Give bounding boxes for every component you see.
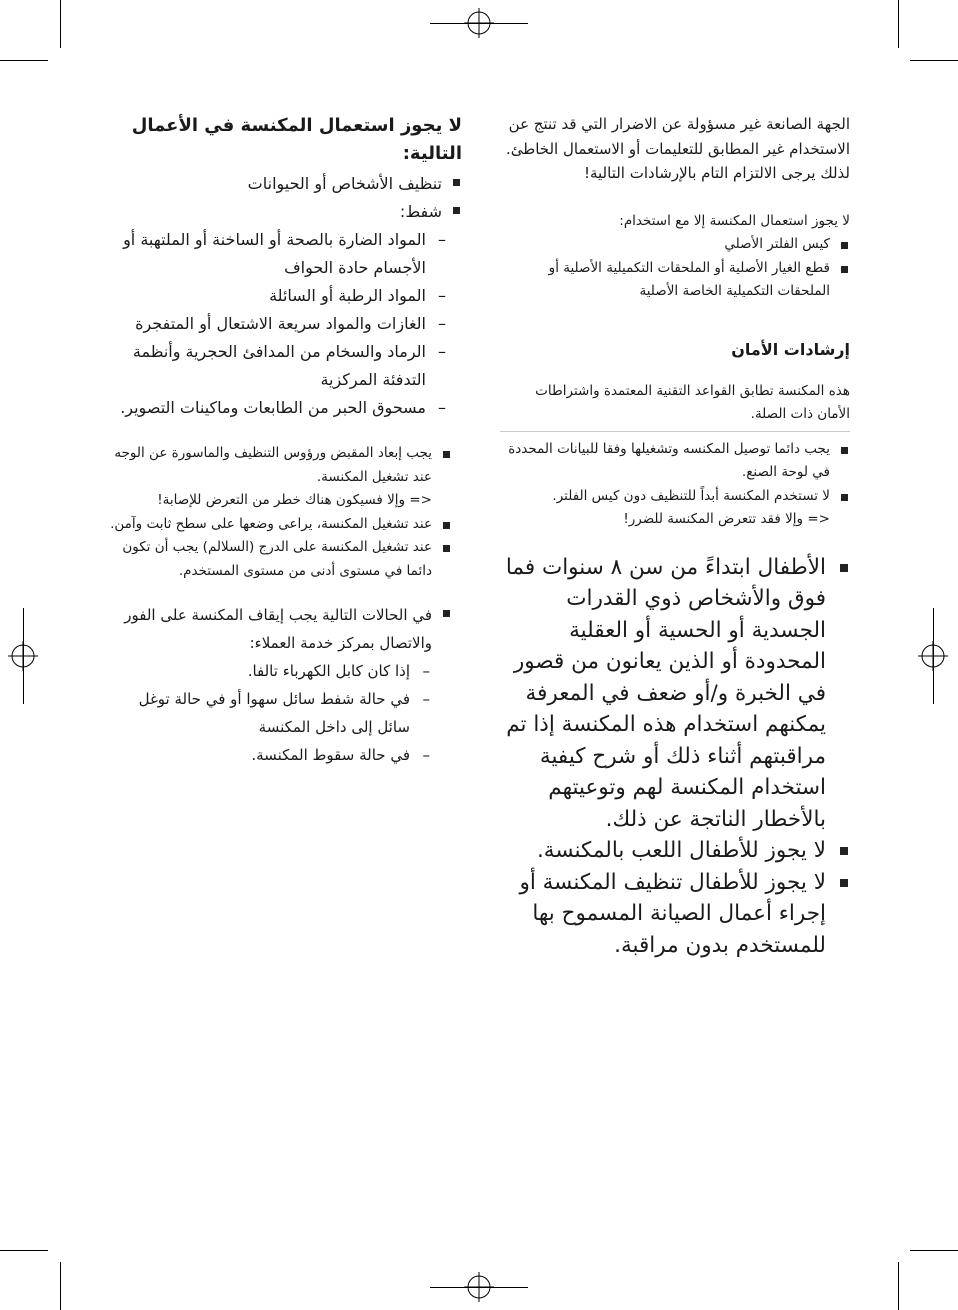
stop-cases	[102, 657, 432, 769]
list-item: – في حالة سقوط المكنسة.	[102, 741, 432, 769]
crop-mark-top-left-v	[60, 0, 61, 48]
liability-intro: الجهة الصانعة غير مسؤولة عن الاضرار التي قد تنتج عن الاستخدام غير المطابق للتعليمات أو الاستعمال الخاطئ. لذلك يرجى الالتزام التام بالإرشادات التالية!	[505, 115, 850, 182]
registration-line-bottom	[430, 1287, 528, 1288]
stop-heading: في الحالات التالية يجب إيقاف المكنسة على الفور والاتصال بمركز خدمة العملاء:	[124, 606, 432, 652]
list-item: يجب دائما توصيل المكنسه وتشغيلها وفقا للبيانات المحددة في لوحة الصنع.	[500, 438, 850, 485]
list-item: – الرماد والسخام من المدافئ الحجرية وأنظمة التدفئة المركزية	[102, 338, 448, 394]
crop-mark-bottom-left-h	[0, 1250, 48, 1251]
list-item: عند تشغيل المكنسة، يراعى وضعها على سطح ثابت وآمن.	[102, 513, 452, 537]
divider	[500, 431, 850, 432]
prohibited-list	[102, 170, 462, 226]
safety-list	[500, 438, 850, 509]
list-item	[102, 601, 452, 769]
list-item: – مسحوق الحبر من الطابعات وماكينات التصوير.	[102, 394, 448, 422]
safety-title: إرشادات الأمان	[731, 339, 850, 359]
damage-warning: <= وإلا فقد تتعرض المكنسة للضرر!	[623, 511, 830, 527]
list-item: – إذا كان كابل الكهرباء تالفا.	[102, 657, 432, 685]
children-list	[500, 552, 850, 962]
registration-line-top	[430, 23, 528, 24]
suction-list	[102, 226, 462, 422]
safety-intro: هذه المكنسة تطابق القواعد التقنية المعتمدة واشتراطات الأمان ذات الصلة.	[535, 382, 850, 422]
operation-safety-list	[102, 442, 462, 583]
list-item: – المواد الرطبة أو السائلة	[102, 282, 448, 310]
list-item: لا تستخدم المكنسة أبداً للتنظيف دون كيس الفلتر.	[500, 485, 850, 509]
crop-mark-bottom-right-h	[910, 1250, 958, 1251]
list-item: شفط:	[102, 198, 462, 226]
crop-mark-top-left-h	[0, 60, 48, 61]
only-with-list	[500, 233, 850, 304]
list-item: لا يجوز للأطفال اللعب بالمكنسة.	[500, 835, 850, 867]
stop-list	[102, 601, 462, 769]
crop-mark-top-right-h	[910, 60, 958, 61]
list-item: – الغازات والمواد سريعة الاشتعال أو المتفجرة	[102, 310, 448, 338]
list-item: الأطفال ابتداءً من سن ٨ سنوات فما فوق والأشخاص ذوي القدرات الجسدية أو الحسية أو العقلية المحدودة أو الذين يعانون من قصور في الخبرة و/أو ضعف في المعرفة يمكنهم استخدام هذه المكنسة إذا تم مراقبتهم أثناء ذلك أو شرح كيفية استخدام المكنسة لهم وتوعيتهم بالأخطار الناتجة عن ذلك.	[500, 552, 850, 836]
list-item: كيس الفلتر الأصلي	[500, 233, 850, 257]
list-item: تنظيف الأشخاص أو الحيوانات	[102, 170, 462, 198]
only-with-heading: لا يجوز استعمال المكنسة إلا مع استخدام:	[619, 212, 850, 229]
list-item: قطع الغيار الأصلية أو الملحقات التكميلية الأصلية أو الملحقات التكميلية الخاصة الأصلية	[500, 257, 850, 304]
crop-mark-bottom-right-v	[898, 1262, 899, 1310]
crop-mark-top-right-v	[898, 0, 899, 48]
crop-mark-bottom-left-v	[60, 1262, 61, 1310]
left-column	[102, 112, 462, 769]
registration-line-right	[933, 608, 934, 704]
list-item: – المواد الضارة بالصحة أو الساخنة أو الملتهبة أو الأجسام حادة الحواف	[102, 226, 448, 282]
right-column	[500, 112, 850, 961]
list-item: – في حالة شفط سائل سهوا أو في حالة توغل سائل إلى داخل المكنسة	[102, 685, 432, 741]
list-item: عند تشغيل المكنسة على الدرج (السلالم) يجب أن تكون دائما في مستوى أدنى من مستوى المستخدم.	[102, 536, 452, 583]
injury-warning: <= وإلا فسيكون هناك خطر من التعرض للإصابة!	[157, 492, 432, 508]
list-item: لا يجوز للأطفال تنظيف المكنسة أو إجراء أعمال الصيانة المسموح بها للمستخدم بدون مراقبة.	[500, 867, 850, 962]
list-item-text: يجب إبعاد المقبض ورؤوس التنظيف والماسورة عن الوجه عند تشغيل المكنسة.	[114, 445, 432, 485]
registration-line-left	[23, 608, 24, 704]
prohibited-uses-heading: لا يجوز استعمال المكنسة في الأعمال التالية:	[131, 115, 462, 164]
list-item	[102, 442, 452, 513]
